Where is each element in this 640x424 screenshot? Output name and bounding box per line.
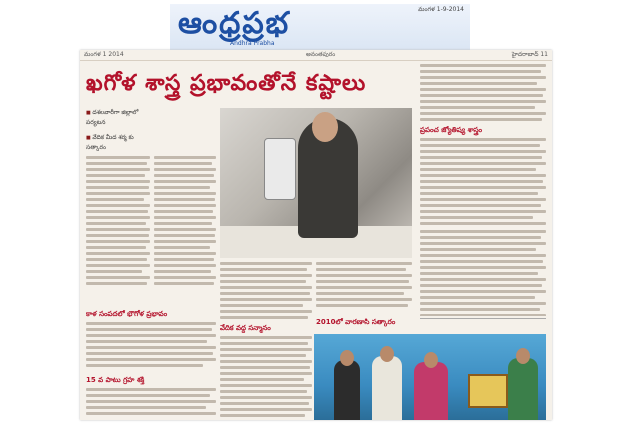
award-plaque	[468, 374, 508, 408]
body-column-mid-b	[316, 262, 412, 316]
person-head	[516, 348, 530, 364]
newspaper-page	[80, 50, 552, 420]
body-column-right-top	[420, 64, 546, 124]
body-column-right-mid	[420, 138, 546, 228]
article-headline: ఖగోళ శాస్త్ర ప్రభావంతోనే కష్టాలు	[86, 70, 367, 96]
subhead-mid-2: వేదిక వద్ద సన్మానం	[220, 324, 271, 332]
bullet-list	[86, 108, 150, 158]
person-figure	[414, 362, 448, 420]
masthead	[170, 4, 470, 50]
body-column-2	[154, 156, 216, 306]
folio-right: హైదరాబాద్ 11	[511, 51, 548, 58]
body-column-right-low	[420, 230, 546, 316]
body-column-left-bottom	[86, 388, 216, 420]
subhead-left-1: కాళ సంపదలో భౌగోళ ప్రభావం	[86, 310, 168, 318]
award-ceremony-photo	[314, 334, 546, 420]
folio-left: మంగళ 1 2014	[84, 51, 124, 58]
masthead-date: మంగళ 1-9-2014	[418, 6, 464, 13]
person-figure	[334, 360, 360, 420]
bullet-item: ■ దశలవారీగా జిల్లాలో పర్యటన	[86, 108, 150, 127]
subhead-mid-1: 2010లో వారణాసి సత్కారం	[316, 318, 396, 326]
microscope	[264, 138, 296, 200]
body-column-mid-c	[220, 336, 312, 420]
masthead-subtitle: Andhra Prabha	[230, 40, 275, 47]
body-column-mid-a	[220, 262, 312, 322]
bullet-item: ■ వేదిక మీద శర్మ కు సత్కారం	[86, 133, 150, 152]
person-figure	[508, 358, 538, 420]
person-head	[424, 352, 438, 368]
person-head	[380, 346, 394, 362]
body-column-1	[86, 156, 150, 306]
folio-bar	[80, 50, 552, 61]
person-head	[312, 112, 338, 142]
person-figure	[372, 356, 402, 420]
folio-center: అనంతపురం	[306, 51, 336, 58]
subhead-left-2: 15 వ పాటు గ్రహ శక్తి	[86, 376, 145, 384]
subhead-right-1: ప్రపంచ జ్యోతిష్య శాస్త్రం	[420, 126, 483, 134]
masthead-logo: ఆంధ్రప్రభ	[178, 6, 291, 41]
photo-caption-rule	[420, 318, 546, 327]
body-column-left-low	[86, 322, 216, 374]
person-head	[340, 350, 354, 366]
scientist-microscope-photo	[220, 108, 412, 258]
